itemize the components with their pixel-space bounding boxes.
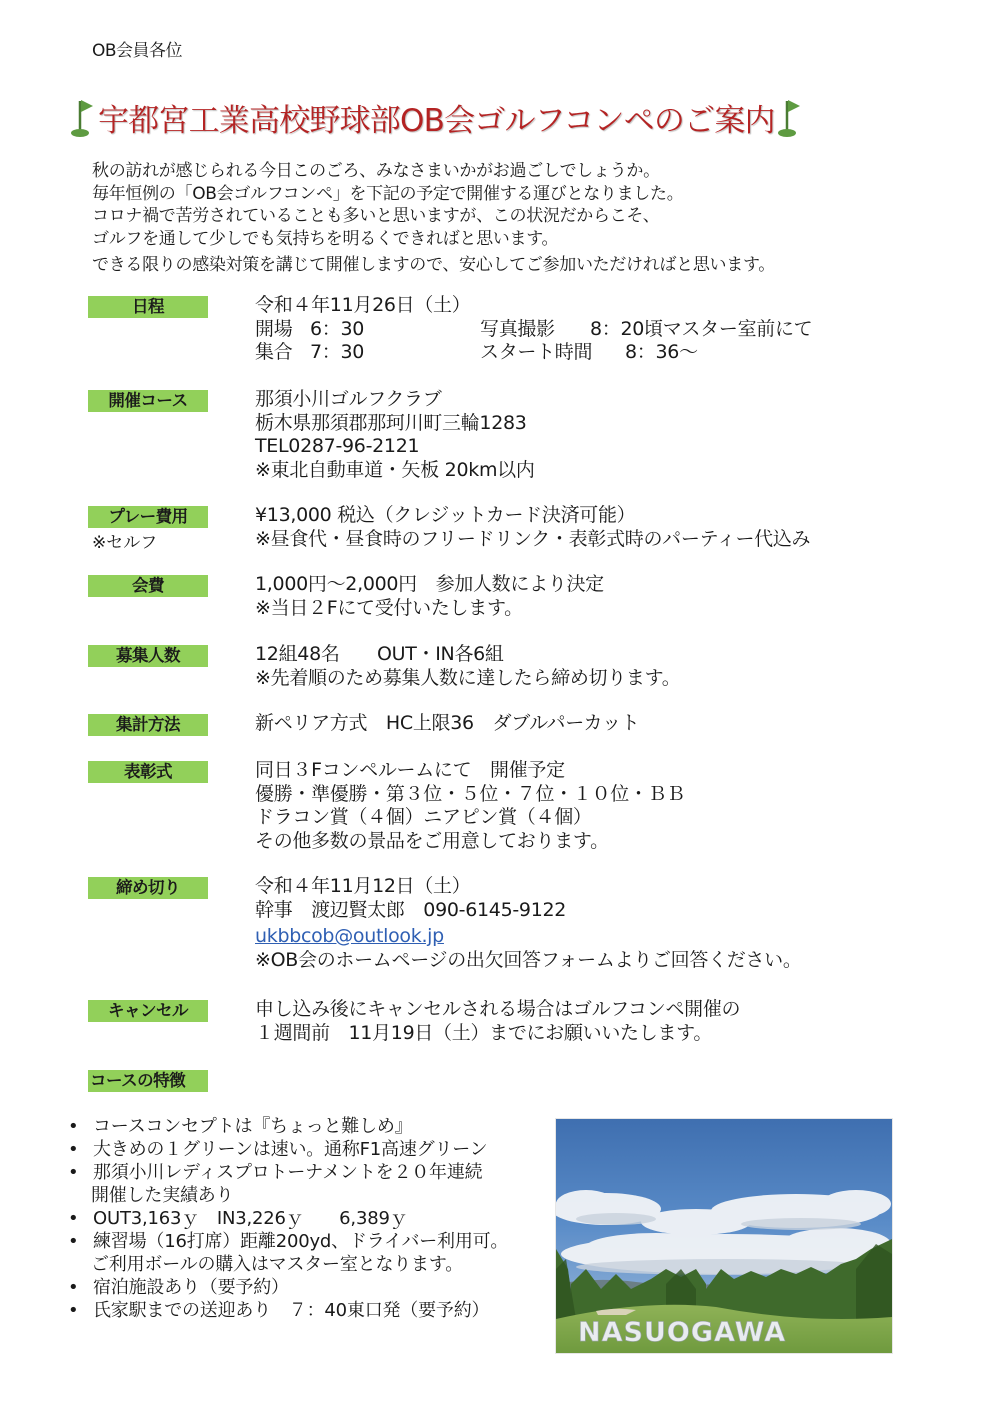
label-play-fee: プレー費用 (88, 506, 208, 528)
capacity-count: 12組48名 OUT・IN各6組 (255, 643, 504, 665)
label-deadline: 締め切り (88, 877, 208, 899)
play-fee-note: ※昼食代・昼食時のフリードリンク・表彰式時のパーティー代込み (255, 527, 811, 550)
page-title (70, 92, 930, 142)
label-awards: 表彰式 (88, 761, 208, 783)
list-item-continuation: 開催した実績あり (91, 1185, 234, 1206)
scoring-content (255, 712, 639, 736)
organizer-contact: 幹事 渡辺賢太郎 090-6145-9122 (255, 898, 567, 921)
cancel-line: １週間前 11月19日（土）までにお願いいたします。 (255, 1021, 713, 1044)
intro-line: 毎年恒例の「OB会ゴルフコンペ」を下記の予定で開催する運びとなりました。 (92, 183, 684, 204)
schedule-date: 令和４年11月26日（土） (255, 294, 471, 316)
membership-fee-content (255, 573, 604, 620)
list-item: • コースコンセプトは『ちょっと難しめ』 (68, 1116, 413, 1137)
email-link[interactable]: ukbbcob@outlook.jp (255, 925, 444, 947)
intro-line: できる限りの感染対策を講じて開催しますので、安心してご参加いただければと思います。 (92, 255, 775, 275)
features-list (66, 1115, 508, 1322)
sign-text: NASUOGAWA (578, 1317, 787, 1348)
list-item: • 練習場（16打席）距離200yd、ドライバー利用可。 (68, 1231, 509, 1252)
deadline-note: ※OB会のホームページの出欠回答フォームよりご回答ください。 (255, 948, 802, 971)
capacity-content (255, 643, 681, 690)
membership-fee-note: ※当日２Fにて受付いたします。 (255, 596, 523, 619)
scoring-method: 新ペリア方式 HC上限36 ダブルパーカット (255, 712, 640, 734)
awards-line: 優勝・準優勝・第３位・５位・７位・１０位・ＢＢ (255, 782, 686, 805)
capacity-note: ※先着順のため募集人数に達したら締め切ります。 (255, 666, 681, 689)
list-item: • OUT3,163ｙ IN3,226ｙ 6,389ｙ (68, 1208, 408, 1229)
label-schedule: 日程 (88, 296, 208, 318)
schedule-row-open: 開場 6：30 写真撮影 8：20頃マスター室前にて (255, 317, 813, 340)
cancel-content (255, 998, 740, 1045)
label-capacity: 募集人数 (88, 645, 208, 667)
play-fee-content (255, 504, 810, 551)
intro-paragraph (92, 160, 775, 277)
membership-fee-amount: 1,000円〜2,000円 参加人数により決定 (255, 573, 604, 595)
play-fee-sublabel: ※セルフ (92, 533, 158, 553)
golf-flag-icon (777, 95, 803, 139)
awards-content (255, 759, 685, 853)
awards-line: その他多数の景品をご用意しております。 (255, 829, 609, 852)
intro-line: 秋の訪れが感じられる今日このごろ、みなさまいかがお過ごしでしょうか。 (92, 161, 660, 181)
play-fee-price: ¥13,000 税込（クレジットカード決済可能） (255, 504, 636, 526)
deadline-content (255, 875, 802, 972)
label-course: 開催コース (88, 390, 208, 412)
awards-line: 同日３Fコンペルームにて 開催予定 (255, 759, 565, 781)
label-scoring: 集計方法 (88, 714, 208, 736)
deadline-date: 令和４年11月12日（土） (255, 875, 471, 897)
golf-course-image (556, 1119, 892, 1353)
list-item: • 氏家駅までの送迎あり ７：40東口発（要予約） (68, 1300, 490, 1321)
label-membership-fee: 会費 (88, 575, 208, 597)
awards-line: ドラコン賞（４個）ニアピン賞（４個） (255, 806, 592, 828)
list-item-continuation: ご利用ボールの購入はマスター室となります。 (91, 1254, 463, 1275)
schedule-content (255, 294, 812, 365)
course-address: 栃木県那須郡那珂川町三輪1283 (255, 411, 527, 434)
intro-line: コロナ禍で苦労されていることも多いと思いますが、この状況だからこそ、 (92, 206, 660, 226)
title-text: 宇都宮工業高校野球部OB会ゴルフコンペのご案内 (98, 102, 775, 139)
schedule-row-meet: 集合 7：30 スタート時間 8：36〜 (255, 341, 698, 363)
course-phone: TEL0287-96-2121 (255, 435, 420, 457)
label-features: コースの特徴 (88, 1070, 208, 1092)
list-item: • 宿泊施設あり（要予約） (68, 1277, 289, 1298)
cancel-line: 申し込み後にキャンセルされる場合はゴルフコンペ開催の (255, 998, 741, 1020)
golf-flag-icon (70, 95, 96, 139)
course-access: ※東北自動車道・矢板 20km以内 (255, 458, 535, 481)
intro-line: ゴルフを通して少しでも気持ちを明るくできればと思います。 (92, 228, 559, 249)
course-content (255, 388, 535, 482)
addressee: OB会員各位 (92, 41, 183, 61)
label-cancel: キャンセル (88, 1000, 208, 1022)
list-item: • 那須小川レディスプロトーナメントを２０年連続 (68, 1162, 483, 1183)
list-item: • 大きめの１グリーンは速い。通称F1高速グリーン (68, 1139, 488, 1160)
course-photo (555, 1118, 893, 1354)
course-name: 那須小川ゴルフクラブ (255, 388, 442, 410)
